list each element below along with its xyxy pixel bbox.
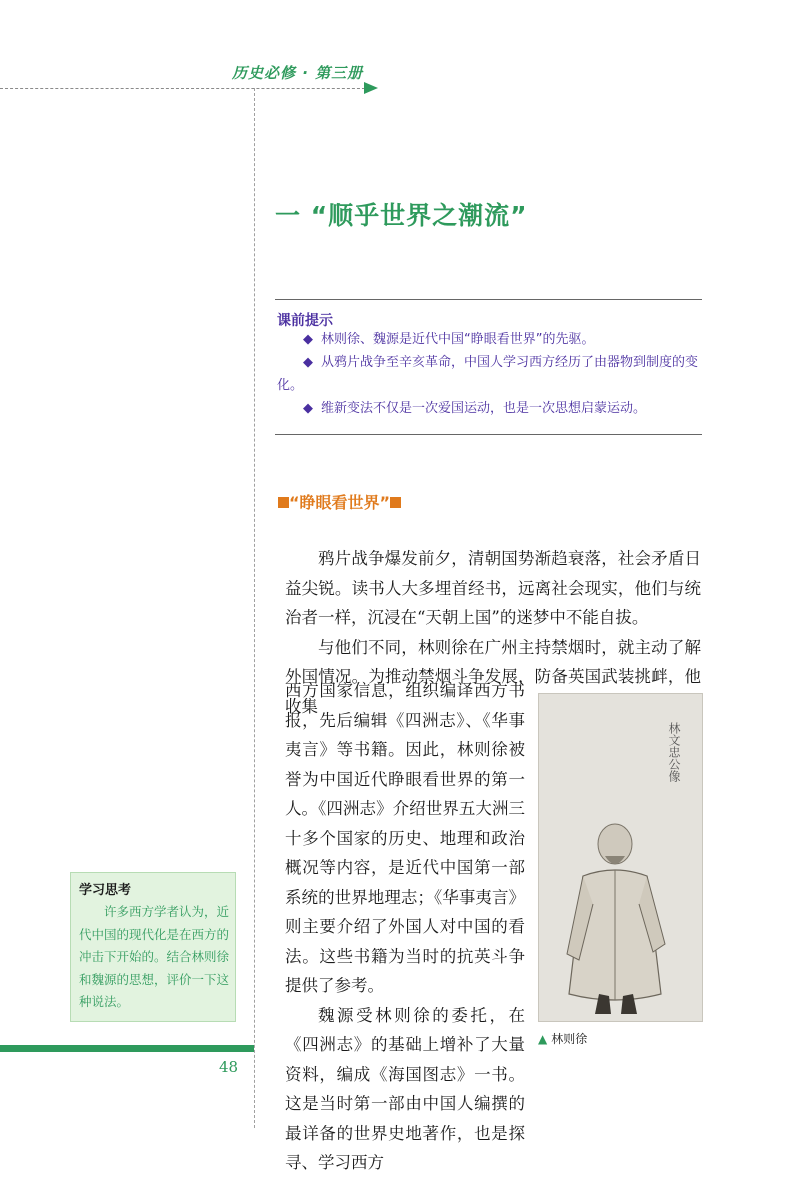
square-marker-icon xyxy=(278,497,289,508)
preview-item xyxy=(277,351,701,397)
square-marker-icon xyxy=(390,497,401,508)
paragraph: 西方国家信息，组织编译西方书报，先后编辑《四洲志》、《华事夷言》等书籍。因此，林则徐被誉为中国近代睁眼看世界的第一人。《四洲志》介绍世界五大洲三十多个国家的历史、地理和政治概况等内容，是近代中国第一部系统的世界地理志；《华事夷言》则主要介绍了外国人对中国的看法。这些书籍为当时的抗英斗争提供了参考。 xyxy=(285,681,525,995)
preview-bottom-rule xyxy=(275,434,702,435)
footer-green-bar xyxy=(0,1045,254,1052)
page-number: 48 xyxy=(219,1058,239,1076)
paragraph: 与他们不同，林则徐在广州主持禁烟时，就主动了解外国情况。为推动禁烟斗争发展，防备英国武装挑衅，他收集 xyxy=(285,637,701,716)
body-text-narrow xyxy=(285,676,525,1178)
preview-list xyxy=(277,328,701,420)
portrait-inscription: 林文忠公像 xyxy=(667,722,681,782)
margin-dashed-line xyxy=(254,88,255,1128)
preview-item xyxy=(277,328,701,351)
preview-top-rule xyxy=(275,299,702,300)
chapter-title: 一 “顺乎世界之潮流” xyxy=(275,201,528,230)
portrait-image xyxy=(538,693,703,1022)
figure-caption xyxy=(538,1030,587,1047)
paragraph: 魏源受林则徐的委托，在《四洲志》的基础上增补了大量资料，编成《海国图志》一书。这是当时第一部由中国人编撰的最详备的世界史地著作，也是探寻、学习西方 xyxy=(285,1005,525,1172)
figure-caption-text: 林则徐 xyxy=(551,1032,588,1046)
paragraph: 鸦片战争爆发前夕，清朝国势渐趋衰落，社会矛盾日益尖锐。读书人大多埋首经书，远离社会现实，他们与统治者一样，沉浸在“天朝上国”的迷梦中不能自拔。 xyxy=(285,549,701,627)
think-box-text xyxy=(79,901,229,1014)
diamond-bullet-icon: ◆ xyxy=(303,401,313,416)
diamond-bullet-icon: ◆ xyxy=(303,332,313,347)
diamond-bullet-icon: ◆ xyxy=(303,355,313,370)
triangle-marker-icon: ▲ xyxy=(538,1032,548,1046)
section-heading-text: “睁眼看世界” xyxy=(289,493,391,512)
portrait-illustration xyxy=(539,694,702,1021)
think-box-paragraph: 许多西方学者认为，近代中国的现代化是在西方的冲击下开始的。结合林则徐和魏源的思想，评价一下这种说法。 xyxy=(79,904,230,1009)
header-arrow-icon xyxy=(364,82,378,94)
preview-item-text: 林则徐、魏源是近代中国“睁眼看世界”的先驱。 xyxy=(321,332,595,347)
preview-item-text: 维新变法不仅是一次爱国运动，也是一次思想启蒙运动。 xyxy=(321,401,647,416)
preview-item xyxy=(277,397,701,420)
think-box-heading: 学习思考 xyxy=(79,883,132,898)
header-dashed-rule xyxy=(0,88,370,89)
section-heading xyxy=(278,490,401,513)
preview-item-text: 从鸦片战争至辛亥革命，中国人学习西方经历了由器物到制度的变化。 xyxy=(277,355,699,393)
book-series-title: 历史必修 · 第三册 xyxy=(232,64,364,82)
study-think-box xyxy=(70,872,236,1022)
preview-heading: 课前提示 xyxy=(277,313,333,329)
